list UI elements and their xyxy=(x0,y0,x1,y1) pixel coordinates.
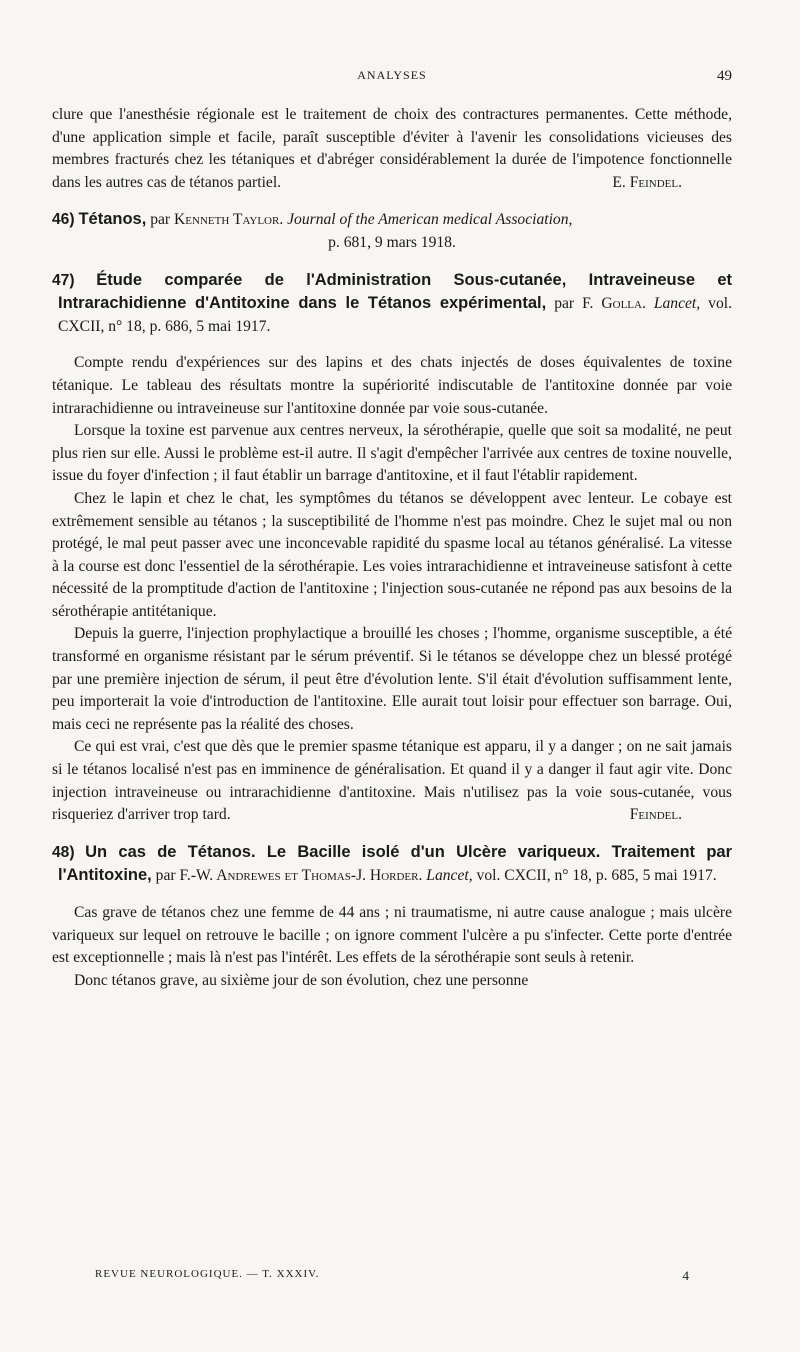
abstract-entry-46 xyxy=(52,208,732,254)
entry-journal: Journal of the American medical Association, xyxy=(287,211,573,229)
entry-journal: Lancet, xyxy=(426,867,473,885)
body-paragraph: Donc tétanos grave, au sixième jour de son évolution, chez une personne xyxy=(74,971,529,989)
entry-author: F. Golla. xyxy=(582,295,646,313)
body-paragraph-text: Ce qui est vrai, c'est que dès que le premier spasme tétanique est apparu, il y a danger ; on ne sait jamais si le tétanos localisé n'est pas en imminence de généralisation. Et quand il y a danger il faut agir vite. Donc injection intraveineuse ou intrarachidienne d'antitoxine. Mais n'utilisez pas la voie sous-cutanée, vous risqueriez d'arriver trop tard. xyxy=(52,738,732,824)
page-number: 49 xyxy=(717,68,732,84)
entry-title: Étude comparée de l'Administration Sous-cutanée, Intraveineuse et Intrarachidienne d'Antitoxine dans le Tétanos expérimental, xyxy=(58,270,732,313)
signature: Feindel. xyxy=(629,806,682,824)
entry-number: 48) xyxy=(52,843,75,861)
entry-reference: vol. CXCII, n° 18, p. 686, 5 mai 1917. xyxy=(58,295,732,335)
entry-heading xyxy=(52,841,732,888)
entry-author: F.-W. Andrewes et Thomas-J. Horder. xyxy=(179,867,423,885)
page-content xyxy=(52,104,732,992)
entry-title: Un cas de Tétanos. Le Bacille isolé d'un Ulcère variqueux. Traitement par l'Antitoxine, xyxy=(58,842,732,885)
entry-number: 46) xyxy=(52,211,75,229)
abstract-entry-47 xyxy=(52,269,732,827)
body-paragraph: Compte rendu d'expériences sur des lapins et des chats injectés de doses équivalentes de toxine tétanique. Le tableau des résultats montre la supériorité indiscutable de l'antitoxine donnée par voie intrarachidienne ou intraveineuse sur l'antitoxine donnée par voie sous-cutanée. xyxy=(52,354,732,417)
page-footer xyxy=(95,1268,690,1283)
page-header xyxy=(52,68,732,90)
body-paragraph: Chez le lapin et chez le chat, les symptômes du tétanos se développent avec lenteur. Le cobaye est extrêmement sensible au tétanos ; la susceptibilité de l'homme n'est pas moindre. Chez le sujet mal ou non protégé, le mal peut passer avec une inconcevable rapidité du spasme local au tétanos généralisé. La vitesse à la course est donc l'essentiel de la sérothérapie. Les voies intrarachidienne et intraveineuse satisfont à cette nécessité de la promptitude d'action de l'antitoxine ; l'injection sous-cutanée ne répond pas aux besoins de la sérothérapie antitétanique. xyxy=(52,489,732,620)
entry-number: 47) xyxy=(52,271,75,289)
continuation-paragraph xyxy=(52,104,732,194)
entry-by: par xyxy=(155,867,176,885)
body-paragraph xyxy=(52,736,732,826)
entry-by: par xyxy=(150,211,171,229)
entry-author: Kenneth Taylor. xyxy=(174,211,284,229)
entry-reference: vol. CXCII, n° 18, p. 685, 5 mai 1917. xyxy=(476,867,717,885)
signature: E. Feindel. xyxy=(612,173,682,191)
body-paragraph: Lorsque la toxine est parvenue aux centres nerveux, la sérothérapie, quelle que soit sa modalité, ne peut plus rien sur elle. Aussi le problème est-il autre. Il s'agit d'empêcher l'arrivée aux centres de toxine nouvelle, issue du foyer d'infection ; il faut établir un barrage d'antitoxine, et il faut l'établir rapidement. xyxy=(52,422,732,485)
abstract-entry-48 xyxy=(52,841,732,993)
entry-journal: Lancet, xyxy=(653,295,701,313)
entry-reference: p. 681, 9 mars 1918. xyxy=(328,233,456,251)
entry-heading xyxy=(52,269,732,339)
footer-journal: REVUE NEUROLOGIQUE. — T. XXXIV. xyxy=(95,1268,320,1280)
entry-title: Tétanos, xyxy=(78,210,147,229)
entry-heading xyxy=(52,208,732,232)
body-paragraph: Cas grave de tétanos chez une femme de 44 ans ; ni traumatisme, ni autre cause analogue ; mais ulcère variqueux sur lequel on retrouve le bacille ; on ignore comment l'ulcère a pu s'infecter. Cette porte d'entrée est exceptionnelle ; mais là n'est pas l'intérêt. Les effets de la sérothérapie sont seuls à retenir. xyxy=(52,904,732,967)
body-paragraph: Depuis la guerre, l'injection prophylactique a brouillé les choses ; l'homme, organisme susceptible, a été transformé en organisme résistant par le sérum préventif. Si le tétanos se développe chez un blessé protégé par une première injection de sérum, il peut être d'évolution lente. S'il était d'évolution suffisamment lente, peu importerait la voie d'introduction de l'antitoxine. Elle aurait tout loisir pour effectuer son barrage. Oui, mais ceci ne représente pas la réalité des choses. xyxy=(52,625,732,733)
sheet-mark: 4 xyxy=(682,1268,690,1283)
running-title: ANALYSES xyxy=(357,68,427,82)
entry-by: par xyxy=(554,295,575,313)
continuation-text: clure que l'anesthésie régionale est le traitement de choix des contractures permanentes. Cette méthode, d'une application simple et facile, paraît susceptible d'éviter à l'avenir les consolidations vicieuses des membres fracturés chez les tétaniques et d'abréger considérablement la durée de l'impotence fonctionnelle dans les autres cas de tétanos partiel. xyxy=(52,106,732,191)
